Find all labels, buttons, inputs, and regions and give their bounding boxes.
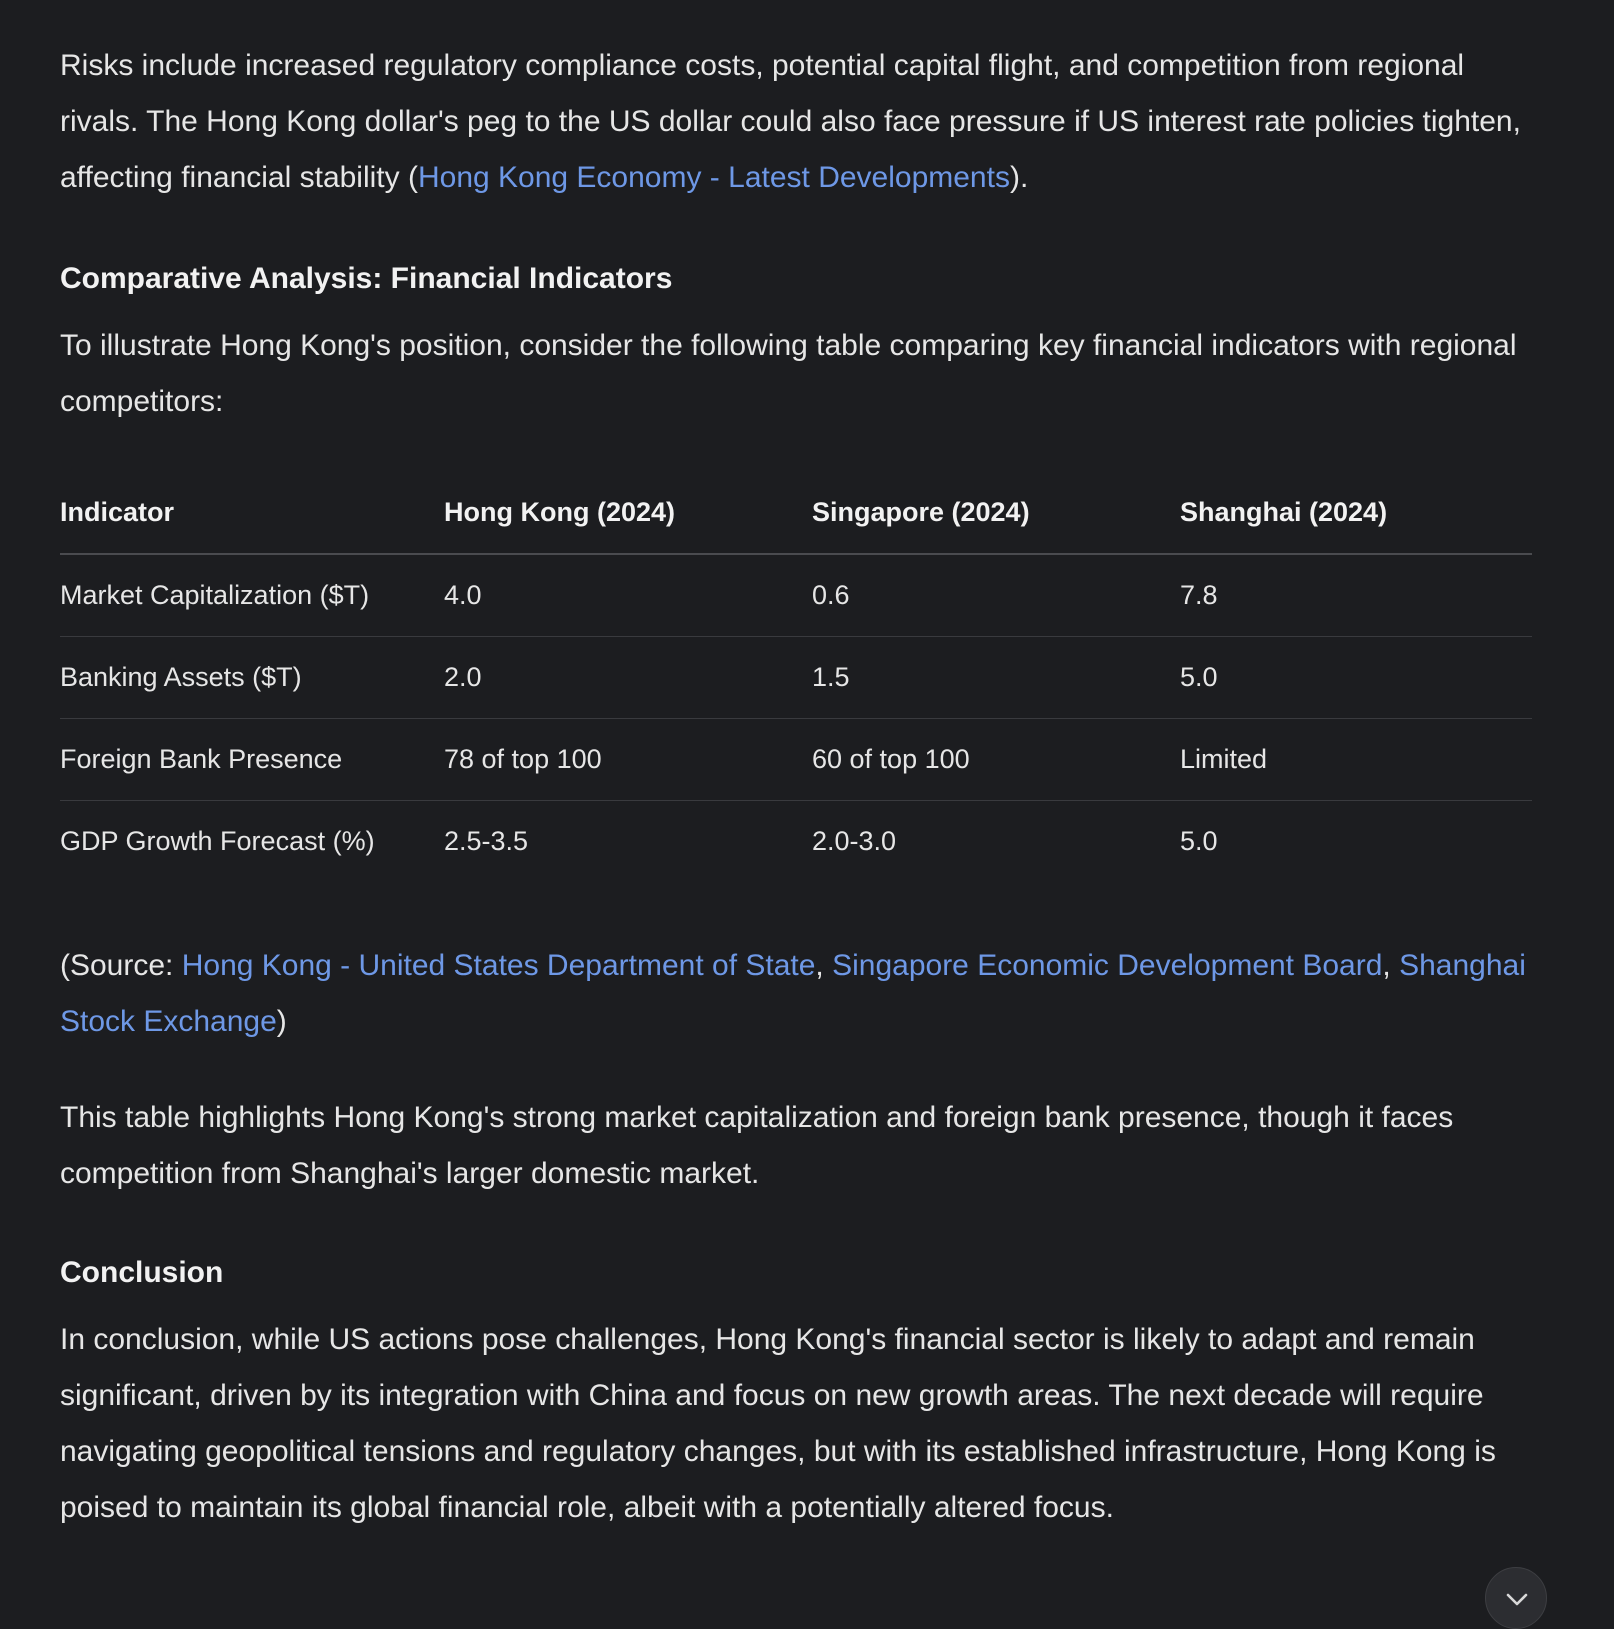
table-cell: 2.0-3.0: [812, 826, 897, 856]
risks-text: Risks include increased regulatory compliance costs, potential capital flight, and competition from regional rivals. The Hong Kong dollar's peg to the US dollar could also face pressure if US interest rate policies tighten, affecting financial stability (: [60, 49, 1521, 194]
table-cell: Limited: [1180, 719, 1532, 801]
table-summary-paragraph: This table highlights Hong Kong's strong market capitalization and foreign bank presence, though it faces competition from Shanghai's larger domestic market.: [60, 1101, 1454, 1190]
source-prefix: (Source:: [60, 949, 182, 982]
source-separator: ,: [815, 949, 833, 982]
table-intro-paragraph: To illustrate Hong Kong's position, consider the following table comparing key financial indicators with regional competitors:: [60, 329, 1517, 418]
conclusion-heading: Conclusion: [60, 1256, 224, 1289]
table-cell: 2.0: [444, 637, 812, 719]
link-us-state-dept[interactable]: Hong Kong - United States Department of State: [181, 949, 816, 982]
source-suffix: ): [276, 1005, 287, 1038]
table-cell: Banking Assets ($T): [60, 637, 444, 719]
link-shanghai-exchange[interactable]: Shanghai Stock Exchange: [60, 949, 1526, 1038]
table-cell: 60 of top 100: [812, 719, 1180, 801]
source-paragraph: [60, 938, 1540, 1050]
financial-indicators-table: [60, 472, 1532, 882]
table-cell: 2.5-3.5: [444, 826, 529, 856]
risks-paragraph: [60, 38, 1540, 206]
column-header: Indicator: [60, 472, 444, 554]
table-header-row: [60, 472, 1532, 554]
link-singapore-edb[interactable]: Singapore Economic Development Board: [832, 949, 1383, 982]
table-cell: 1.5: [812, 637, 1180, 719]
table-cell: Foreign Bank Presence: [60, 719, 444, 801]
link-hk-economy[interactable]: Hong Kong Economy - Latest Developments: [417, 161, 1010, 194]
risks-text-end: ).: [1009, 161, 1029, 194]
table-cell: 78 of top 100: [444, 719, 812, 801]
scroll-to-bottom-button[interactable]: [1485, 1567, 1547, 1629]
table-cell: Market Capitalization ($T): [60, 554, 444, 637]
table-cell: 0.6: [812, 554, 1180, 637]
column-header: Singapore (2024): [812, 472, 1180, 554]
table-row: [60, 719, 1532, 801]
table-row: [60, 554, 1532, 637]
column-header: Shanghai (2024): [1180, 472, 1532, 554]
source-separator: ,: [1382, 949, 1400, 982]
table-cell: 5.0: [1180, 826, 1218, 856]
table-row: [60, 637, 1532, 719]
conclusion-paragraph: In conclusion, while US actions pose challenges, Hong Kong's financial sector is likely to adapt and remain significant, driven by its integration with China and focus on new growth areas. The next decade will require navigating geopolitical tensions and regulatory changes, but with its established infrastructure, Hong Kong is poised to maintain its global financial role, albeit with a potentially altered focus.: [60, 1323, 1496, 1524]
table-row: [60, 801, 1532, 883]
table-cell: 5.0: [1180, 637, 1532, 719]
column-header: Hong Kong (2024): [444, 472, 812, 554]
comparative-heading: Comparative Analysis: Financial Indicators: [60, 262, 673, 295]
chevron-down-icon: [1505, 1590, 1529, 1608]
table-cell: 4.0: [444, 554, 812, 637]
table-cell: GDP Growth Forecast (%): [60, 826, 375, 856]
table-cell: 7.8: [1180, 554, 1532, 637]
